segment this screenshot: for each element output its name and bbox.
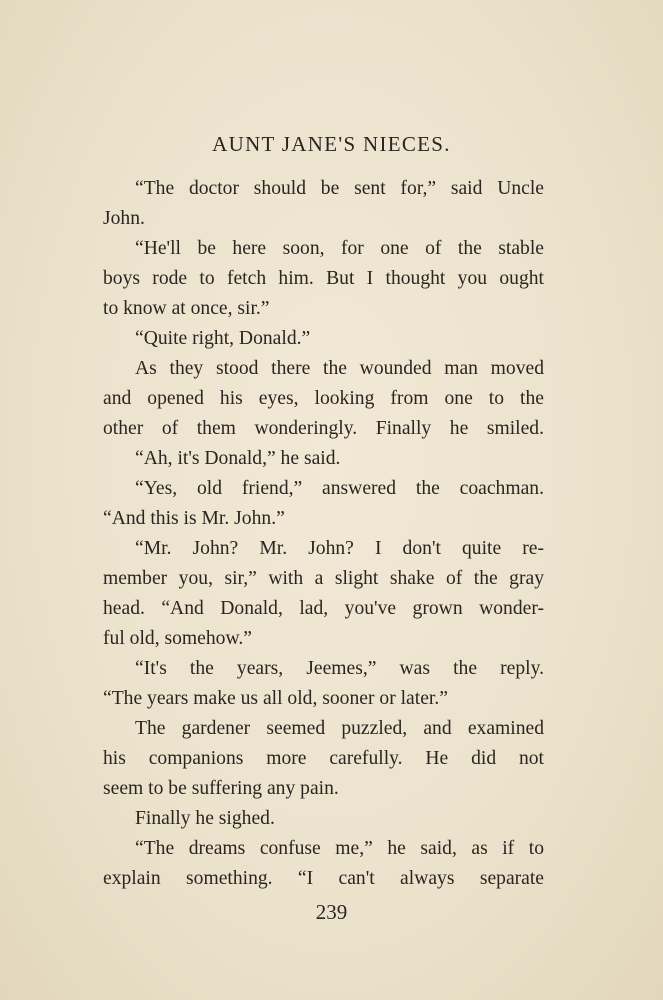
text-line: As they stood there the wounded man moved [135, 358, 544, 379]
text-line: “Ah, it's Donald,” he said. [135, 448, 341, 469]
text-line: “The doctor should be sent for,” said Uncle [135, 178, 544, 199]
text-line: The gardener seemed puzzled, and examined [135, 718, 544, 739]
text-line: member you, sir,” with a slight shake of the gray [103, 568, 544, 589]
text-line: Finally he sighed. [135, 808, 275, 829]
text-line: boys rode to fetch him. But I thought you ought [103, 268, 544, 289]
text-line: “Yes, old friend,” answered the coachman. [135, 478, 544, 499]
text-line: other of them wonderingly. Finally he smiled. [103, 418, 544, 439]
text-line: “Quite right, Donald.” [135, 328, 311, 349]
text-line: explain something. “I can't always separate [103, 868, 544, 889]
page-number: 239 [315, 900, 348, 924]
text-line: to know at once, sir.” [103, 298, 270, 319]
text-line: “The years make us all old, sooner or later.” [103, 688, 448, 709]
text-line: his companions more carefully. He did not [103, 748, 544, 769]
text-line: “Mr. John? Mr. John? I don't quite re- [135, 538, 544, 559]
text-line: “The dreams confuse me,” he said, as if to [135, 838, 544, 859]
text-line: “And this is Mr. John.” [103, 508, 285, 529]
running-head: AUNT JANE'S NIECES. [212, 132, 451, 156]
text-line: “He'll be here soon, for one of the stable [135, 238, 544, 259]
text-line: John. [103, 208, 145, 229]
body-text [103, 174, 544, 894]
text-line: head. “And Donald, lad, you've grown wonder- [103, 598, 544, 619]
text-line: seem to be suffering any pain. [103, 778, 339, 799]
text-line: “It's the years, Jeemes,” was the reply. [135, 658, 544, 679]
text-line: ful old, somehow.” [103, 628, 252, 649]
text-line: and opened his eyes, looking from one to the [103, 388, 544, 409]
